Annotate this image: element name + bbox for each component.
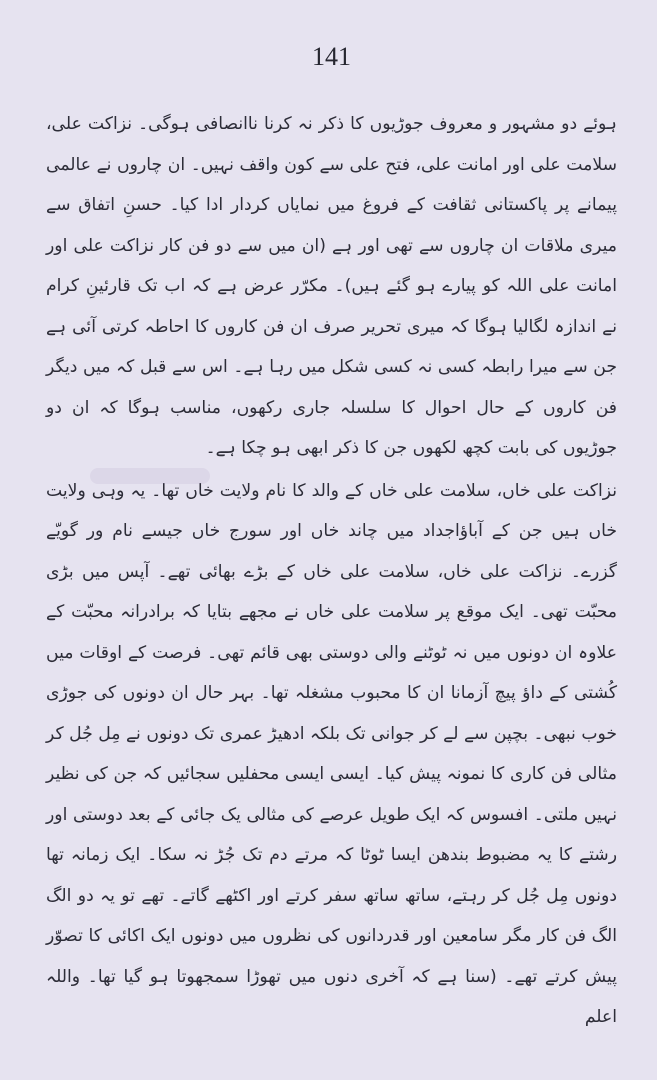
- paragraph-1: ہوئے دو مشہور و معروف جوڑیوں کا ذکر نہ کرنا ناانصافی ہوگی۔ نزاکت علی، سلامت علی اور امانت علی، فتح علی سے کون واقف نہیں۔ ان چاروں نے عالمی پیمانے پر پاکستانی ثقافت کے فروغ میں نمایاں کردار ادا کیا۔ حسنِ اتفاق سے میری ملاقات ان چاروں سے تھی اور ہے (ان میں سے دو فن کار نزاکت علی اور امانت علی اللہ کو پیارے ہو گئے ہیں)۔ مکرّر عرض ہے کہ اب تک قارئینِ کرام نے اندازہ لگالیا ہوگا کہ میری تحریر صرف ان فن کاروں کا احاطہ کرتی آئی ہے جن سے میرا رابطہ کسی نہ کسی شکل میں رہا ہے۔ اس سے قبل کہ میں دیگر فن کاروں کے حال احوال کا سلسلہ جاری رکھوں، مناسب ہوگا کہ ان دو جوڑیوں کی بابت کچھ لکھوں جن کا ذکر ابھی ہو چکا ہے۔: [46, 114, 617, 458]
- ink-smudge: [90, 468, 210, 484]
- page-number: 141: [312, 42, 351, 71]
- paragraph-2: نزاکت علی خاں، سلامت علی خاں کے والد کا نام ولایت خاں تھا۔ یہ وہی ولایت خاں ہیں جن کے آباؤاجداد میں چاند خاں اور سورج خاں جیسے نام ور گویّے گزرے۔ نزاکت علی خاں، سلامت علی خاں کے بڑے بھائی تھے۔ آپس میں بڑی محبّت تھی۔ ایک موقع پر سلامت علی خاں نے مجھے بتایا کہ برادرانہ محبّت کے علاوہ ان دونوں میں نہ ٹوٹنے والی دوستی بھی قائم تھی۔ فرصت کے اوقات میں کُشتی کے داؤ پیچ آزمانا ان کا محبوب مشغلہ تھا۔ بہر حال ان دونوں کی جوڑی خوب نبھی۔ بچپن سے لے کر جوانی تک بلکہ ادھیڑ عمری تک دونوں نے مِل جُل کر مثالی فن کاری کا نمونہ پیش کیا۔ ایسی ایسی محفلیں سجائیں کہ جن کی نظیر نہیں ملتی۔ افسوس کہ ایک طویل عرصے کی مثالی یک جائی کے بعد دوستی اور رشتے کا یہ مضبوط بندھن ایسا ٹوٹا کہ مرتے دم تک جُڑ نہ سکا۔ ایک زمانہ تھا دونوں مِل جُل کر رہتے، ساتھ ساتھ سفر کرتے اور اکٹھے گاتے۔ تھے تو یہ دو الگ الگ فن کار مگر سامعین اور قدردانوں کی نظروں میں دونوں ایک اکائی کا تصوّر پیش کرتے تھے۔ (سنا ہے کہ آخری دنوں میں تھوڑا سمجھوتا ہو گیا تھا۔ واللہ اعلم: [46, 480, 617, 1027]
